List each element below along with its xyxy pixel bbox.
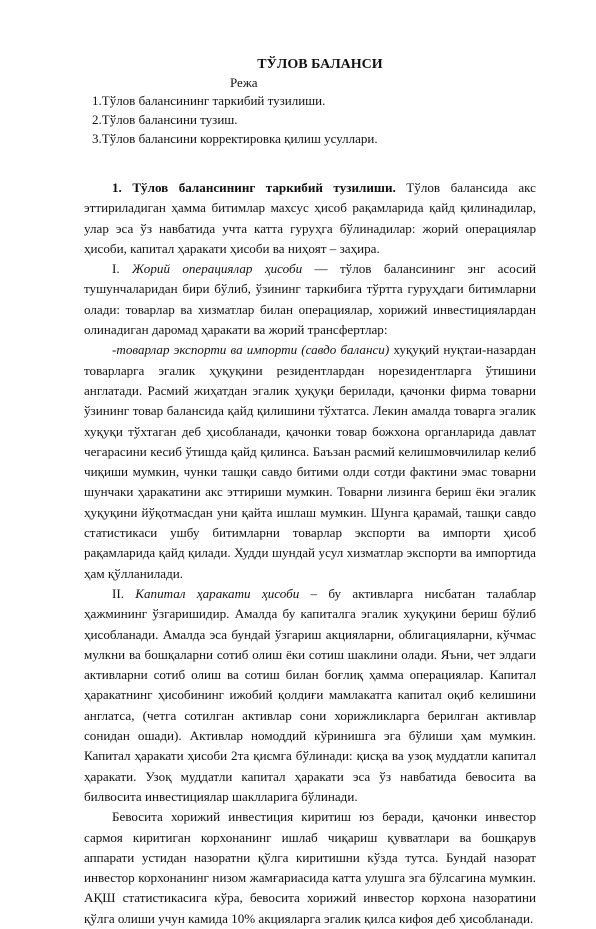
paragraph-2-lead: I. [112,261,132,277]
paragraph-4-text: – бу активларга нисбатан талаблар ҳажмининг ўзгаришидир. Амалда бу капиталга эгалик хуқуқини бериш бўлиб ҳисобланади. Амалда эса бундай ўзгариш акцияларни, облигацияларни, кўчмас мулкни ва бошқаларни сотиб олиш ёки сотиш шаклини олади. Яъни, чет элдаги активларни сотиб олиш ва сотиш билан боғлиқ ҳамма операциялар. Капитал ҳаракатнинг ҳисобининг ижобий қолдиғи мамлакатга капитал оқиб келишини англатса, (четга сотилган активлар сони хорижликларга берилган активлар сонидан ошади). Активлар номоддий кўринишга эга бўлиши ҳам мумкин. Капитал ҳаракати ҳисоби 2та қисмга бўлинади: қисқа ва узоқ муддатли капитал ҳаракати. Узоқ муддатли капитал ҳаракати эса ўз навбатида бевосита ва билвосита инвестициялар шаклларига бўлинади. [84,585,536,804]
plan-list [92,91,536,148]
document-body [84,178,536,929]
paragraph-5: Бевосита хорижий инвестиция киритиш юз беради, қачонки инвестор сармоя киритиган корхонанинг ишлаб чиқариш қувватлари ва бошқарув аппарати устидан назоратни қўлга киритишни кўзда тутса. Бундай назорат инвестор корхонанинг низом жамғариасида катта улушга эга бўлсагина мумкин. АҚШ статистикасига кўра, бевосита хорижий инвестор корхона назоратини қўлга олиши учун камида 10% акцияларга эгалик қилса кифоя деб ҳисобланади. [84,809,536,926]
paragraph-4-term: Капитал ҳаракати ҳисоби [135,585,300,601]
paragraph-4-lead: II. [112,585,136,601]
document-title: ТЎЛОВ БАЛАНСИ [257,57,383,72]
paragraph-2-text: — тўлов балансининг энг асосий тушунчаларидан бири бўлиб, ўзининг таркибига тўртта гуруҳдаги битимларни олади: товарлар ва хизматлар билан операциялар, хорижий инвестициялардан олинадиган даромад ҳаракати ва жорий трансфертлар: [84,261,536,338]
paragraph-3 [84,340,536,584]
paragraph-2 [84,259,536,340]
paragraph-1 [84,178,536,259]
paragraph-3-text: хуқуқий нуқтаи-назардан товарларга эгалик ҳуқуқини резидентлардан норезидентларга ўтишини англатади. Расмий жиҳатдан эгалик ҳуқуқи берилади, қачонки фирма товарни ўзининг товар балансида қайд қилишини тўхтатса. Лекин амалда товарга эгалик хуқуқи тўхтаган деб ҳисобланади, қачонки товар божхона органларида давлат чегарасини кесиб ўтишда қайд қилинса. Баъзан расмий келишмовчилилар келиб чиқиши мумкин, чунки ташқи савдо битими олди сотди фактини эмас товарни шунчаки ҳаракатини акс эттириши мумкин. Товарни лизинга бериш ёки эгалик ҳуқуқини йўқотмасдан уни қайта ишлаш мумкин. Шунга қарамай, ташқи савдо статистикаси ушбу битимларни товарлар экспорти ва импорти ҳисоб рақамларида қайд қилади. Худди шундай усул хизматлар экспорти ва импортида ҳам қўлланилади. [84,342,537,581]
plan-label: Режа [230,75,258,90]
plan-item-1: 1.Тўлов балансининг таркибий тузилиши. [92,93,326,108]
paragraph-4 [84,584,536,807]
paragraph-3-term: -товарлар экспорти ва импорти (савдо баланси) [112,342,390,358]
section-heading: 1. Тўлов балансининг таркибий тузилиши. [112,180,396,195]
paragraph-2-term: Жорий операциялар ҳисоби [131,261,303,277]
paragraph-1-text: Тўлов балансида акс эттириладиган ҳамма битимлар махсус ҳисоб рақамларида қайд қилинадилар, улар эса ўз навбатида учта катта гуруҳга бўлинадилар: жорий операциялар ҳисоби, капитал ҳаракати ҳисоби ва ниҳоят – заҳира. [84,180,536,256]
plan-item-2: 2.Тўлов балансини тузиш. [92,112,238,127]
plan-item-3: 3.Тўлов балансини корректировка қилиш усуллари. [92,131,378,146]
